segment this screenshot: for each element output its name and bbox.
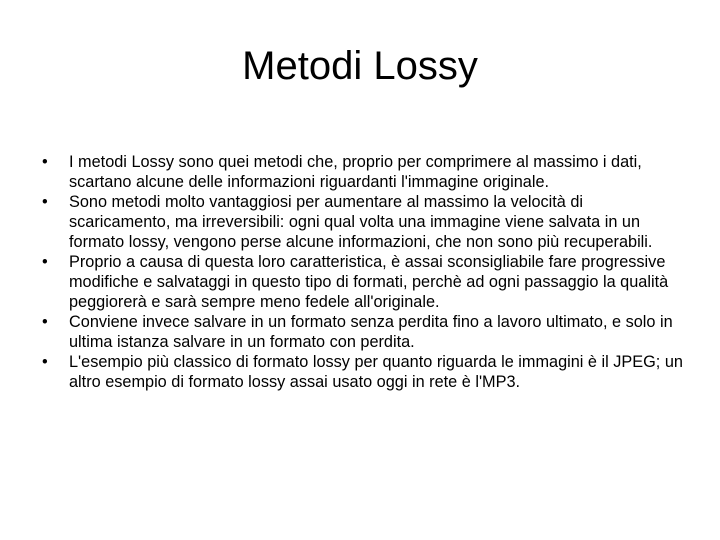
bullet-item	[42, 252, 688, 312]
bullet-text: Proprio a causa di questa loro caratteristica, è assai sconsigliabile fare progressive modifiche e salvataggi in questo tipo di formati, perchè ad ogni passaggio la qualità peggiorerà e sarà sempre meno fedele all'originale.	[69, 253, 669, 311]
bullet-text: I metodi Lossy sono quei metodi che, proprio per comprimere al massimo i dati, scartano alcune delle informazioni riguardanti l'immagine originale.	[69, 153, 642, 191]
bullet-dot-icon: •	[42, 313, 48, 331]
bullet-item	[42, 152, 688, 192]
bullet-item	[42, 192, 688, 252]
bullet-text: Conviene invece salvare in un formato senza perdita fino a lavoro ultimato, e solo in ultima istanza salvare in un formato con perdita.	[69, 313, 673, 351]
slide-title: Metodi Lossy	[242, 44, 478, 88]
bullet-item	[42, 352, 688, 392]
bullet-dot-icon: •	[42, 193, 48, 211]
bullet-item	[42, 312, 688, 352]
bullet-text: L'esempio più classico di formato lossy per quanto riguarda le immagini è il JPEG; un altro esempio di formato lossy assai usato oggi in rete è l'MP3.	[69, 353, 683, 391]
bullet-dot-icon: •	[42, 253, 48, 271]
bullet-dot-icon: •	[42, 353, 48, 371]
bullet-list	[42, 152, 688, 392]
bullet-dot-icon: •	[42, 153, 48, 171]
bullet-text: Sono metodi molto vantaggiosi per aumentare al massimo la velocità di scaricamento, ma irreversibili: ogni qual volta una immagine viene salvata in un formato lossy, vengono perse alcune informazioni, che non sono più recuperabili.	[69, 193, 653, 251]
